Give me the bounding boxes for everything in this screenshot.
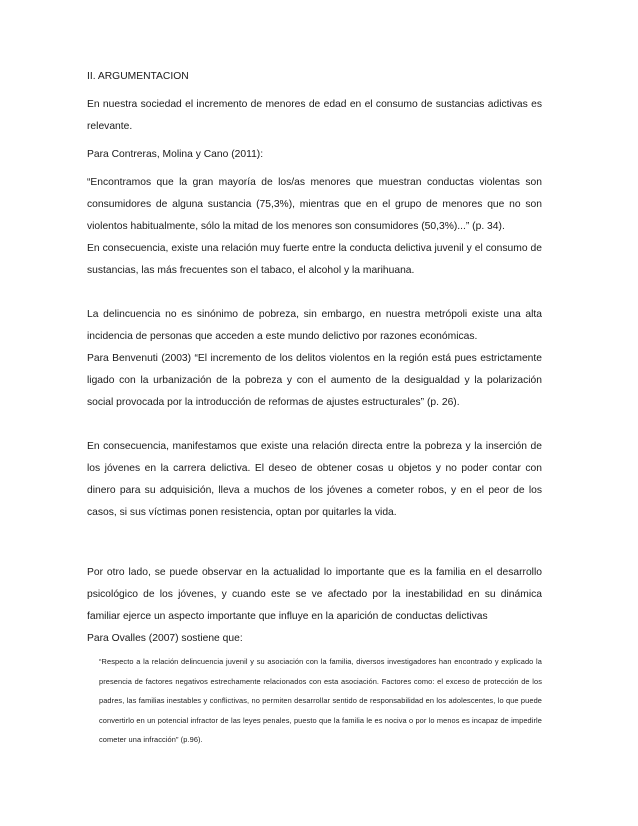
block-quote-ovalles: “Respecto a la relación delincuencia juvenil y su asociación con la familia, diversos investigadores han encontrado y explicado la presencia de factores negativos estrechamente relacionados con esta asociación. Factores como: el exceso de protección de los padres, las familias inestables y conflictivas, no permiten desarrollar sentido de responsabilidad en los adolescentes, lo que puede convertirlo en un potencial infractor de las leyes penales, puesto que la familia le es nociva o por lo menos es incapaz de impedirle cometer una infracción” (p.96). [99,657,542,744]
paragraph-intro: En nuestra sociedad el incremento de menores de edad en el consumo de sustancias adictivas es relevante. [87,99,542,132]
section-heading: II. ARGUMENTACION [87,71,189,82]
paragraph-poverty: La delincuencia no es sinónimo de pobreza, sin embargo, en nuestra metrópoli existe una alta incidencia de personas que acceden a este mundo delictivo por razones económicas. [87,309,542,342]
paragraph-quote-contreras: “Encontramos que la gran mayoría de los/as menores que muestran conductas violentas son consumidores de alguna sustancia (75,3%), mientras que en el grupo de menores que no son violentos habitualmente, sólo la mitad de los menores son consumidores (50,3%)...” (p. 34). [87,177,542,232]
paragraph-citation-lead: Para Contreras, Molina y Cano (2011): [87,149,264,160]
paragraph-relation: En consecuencia, manifestamos que existe una relación directa entre la pobreza y la inserción de los jóvenes en la carrera delictiva. El deseo de obtener cosas u objetos y no poder contar con dinero para su adquisición, lleva a muchos de los jóvenes a cometer robos, y en el peor de los casos, si sus víctimas ponen resistencia, optan por quitarles la vida. [87,441,542,518]
paragraph-ovalles-lead: Para Ovalles (2007) sostiene que: [87,633,243,644]
paragraph-consequence: En consecuencia, existe una relación muy fuerte entre la conducta delictiva juvenil y el consumo de sustancias, las más frecuentes son el tabaco, el alcohol y la marihuana. [87,243,542,276]
paragraph-benvenuti: Para Benvenuti (2003) “El incremento de los delitos violentos en la región está pues estrictamente ligado con la urbanización de la pobreza y con el aumento de la desigualdad y la polarización social provocada por la introducción de reformas de ajustes estructurales” (p. 26). [87,353,542,408]
document-body [87,70,542,750]
paragraph-family: Por otro lado, se puede observar en la actualidad lo importante que es la familia en el desarrollo psicológico de los jóvenes, y cuando este se ve afectado por la inestabilidad en su dinámica familiar ejerce un aspecto importante que influye en la aparición de conductas delictivas [87,567,542,622]
